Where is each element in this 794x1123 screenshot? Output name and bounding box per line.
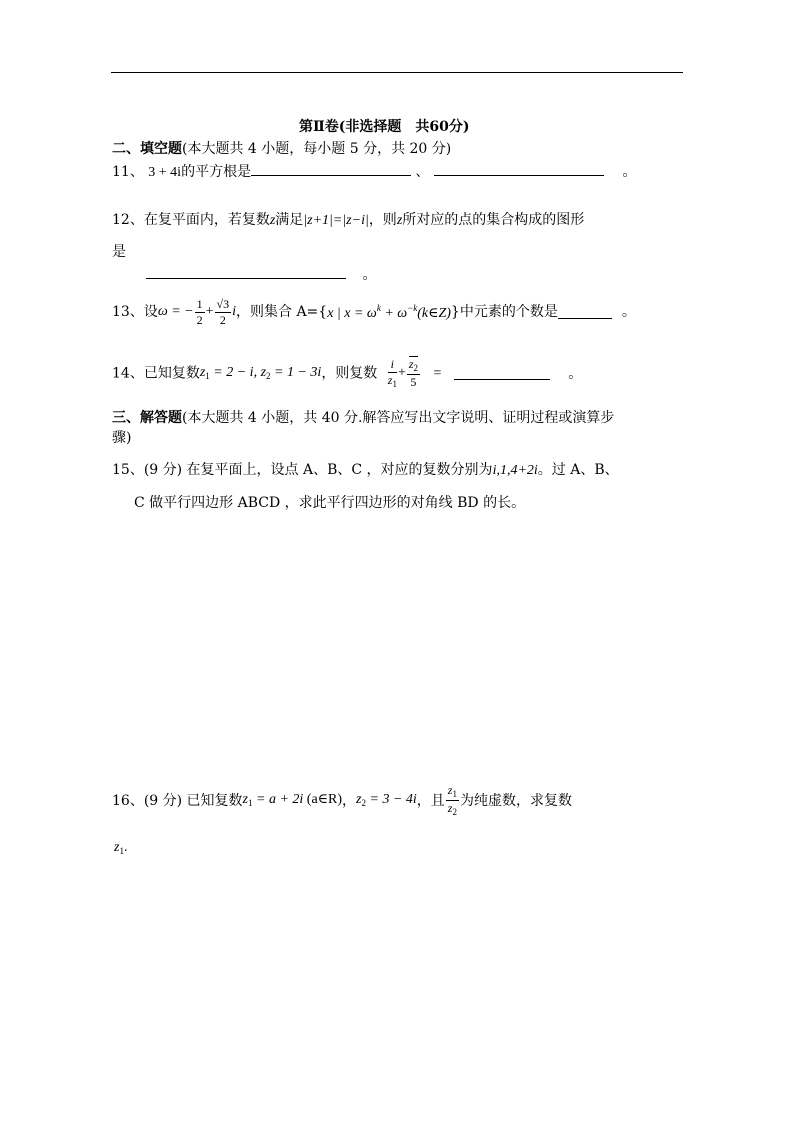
q16-line-2: $z_1$.: [114, 840, 128, 856]
part2-heading-line: [112, 142, 451, 156]
q14-answer-blank[interactable]: [454, 367, 550, 380]
q12-line-2: 是: [112, 244, 126, 260]
q12-condition: |z+1|=|z−i|: [303, 213, 369, 228]
question-16: 16、(9 分) 已知复数$z_1 = a + 2i$ (a∈R)，$z_2 = 3 - 4i$，且 $\frac{z_1}{z_2}$ 为纯虚数，求复数: [112, 783, 572, 818]
q16-z2-def: $z_2 = 3 - 4i$: [356, 792, 417, 809]
q15-line-2: C 做平行四边形 ABCD ，求此平行四边形的对角线 BD 的长。: [134, 495, 526, 511]
fraction-conj-z2-over-5: $\frac{z_2}{5}$: [408, 357, 419, 390]
fraction-z1-over-z2: $\frac{z_1}{z_2}$: [447, 783, 457, 818]
fraction-one-half: $\frac{1}{2}$: [196, 297, 203, 327]
question-11: 11、 3 + 4i的平方根是 、 。: [112, 164, 637, 180]
q13-answer-blank[interactable]: [558, 306, 612, 319]
part3-note-line-2: 骤): [112, 430, 132, 446]
q16-z1-def: $z_1 = a + 2i$ (a∈R): [242, 792, 343, 809]
q14-definitions: $z_1 = 2 - i$, $z_2 = 1 - 3i$: [199, 365, 322, 382]
fraction-i-over-z1: $\frac{i}{z_1}$: [387, 357, 397, 389]
q12-answer-line: 。: [146, 266, 376, 282]
q11-answer-blank-2[interactable]: [434, 163, 604, 176]
question-12: 12、在复平面内，若复数z满足|z+1|=|z−i|，则z所对应的点的集合构成的图形: [112, 212, 585, 228]
part2-note: (本大题共 4 小题，每小题 5 分，共 20 分): [182, 141, 452, 157]
part2-heading: 二、填空题: [112, 141, 182, 157]
q15-values: i,1,4+2i: [492, 463, 538, 478]
q12-answer-blank[interactable]: [146, 266, 346, 279]
part3-heading-line: [112, 411, 614, 425]
q11-expression: 3 + 4i: [148, 165, 182, 180]
question-15: 15、(9 分) 在复平面上，设点 A、B、C ，对应的复数分别为i,1,4+2i。过 A、B、: [112, 462, 619, 478]
header-rule: [111, 72, 683, 73]
question-14: 14、已知复数$z_1 = 2 - i$, $z_2 = 1 - 3i$，则复数 $\frac{i}{z_1}$ + $\frac{z_2}{5}$ = 。: [112, 357, 583, 390]
q13-set-body: x | $x = \omega^k$ + $\omega^{-k}(k\in Z)$: [327, 302, 451, 321]
part3-note: (本大题共 4 小题，共 40 分.解答应写出文字说明、证明过程或演算步: [182, 410, 615, 426]
fraction-root3-half: $\frac{√3}{2}$: [216, 297, 230, 327]
q11-answer-blank-1[interactable]: [251, 163, 411, 176]
part3-heading: 三、解答题: [112, 410, 182, 426]
question-13: 13、设ω = − $\frac{1}{2}$ + $\frac{√3}{2}$ i，则集合 A={x | $x = \omega^k$ + $\omega^{-k}(k\in Z)$}中元素的个数是 。: [112, 297, 636, 327]
section-title: 第Ⅱ卷(非选择题 共60分): [299, 119, 470, 135]
